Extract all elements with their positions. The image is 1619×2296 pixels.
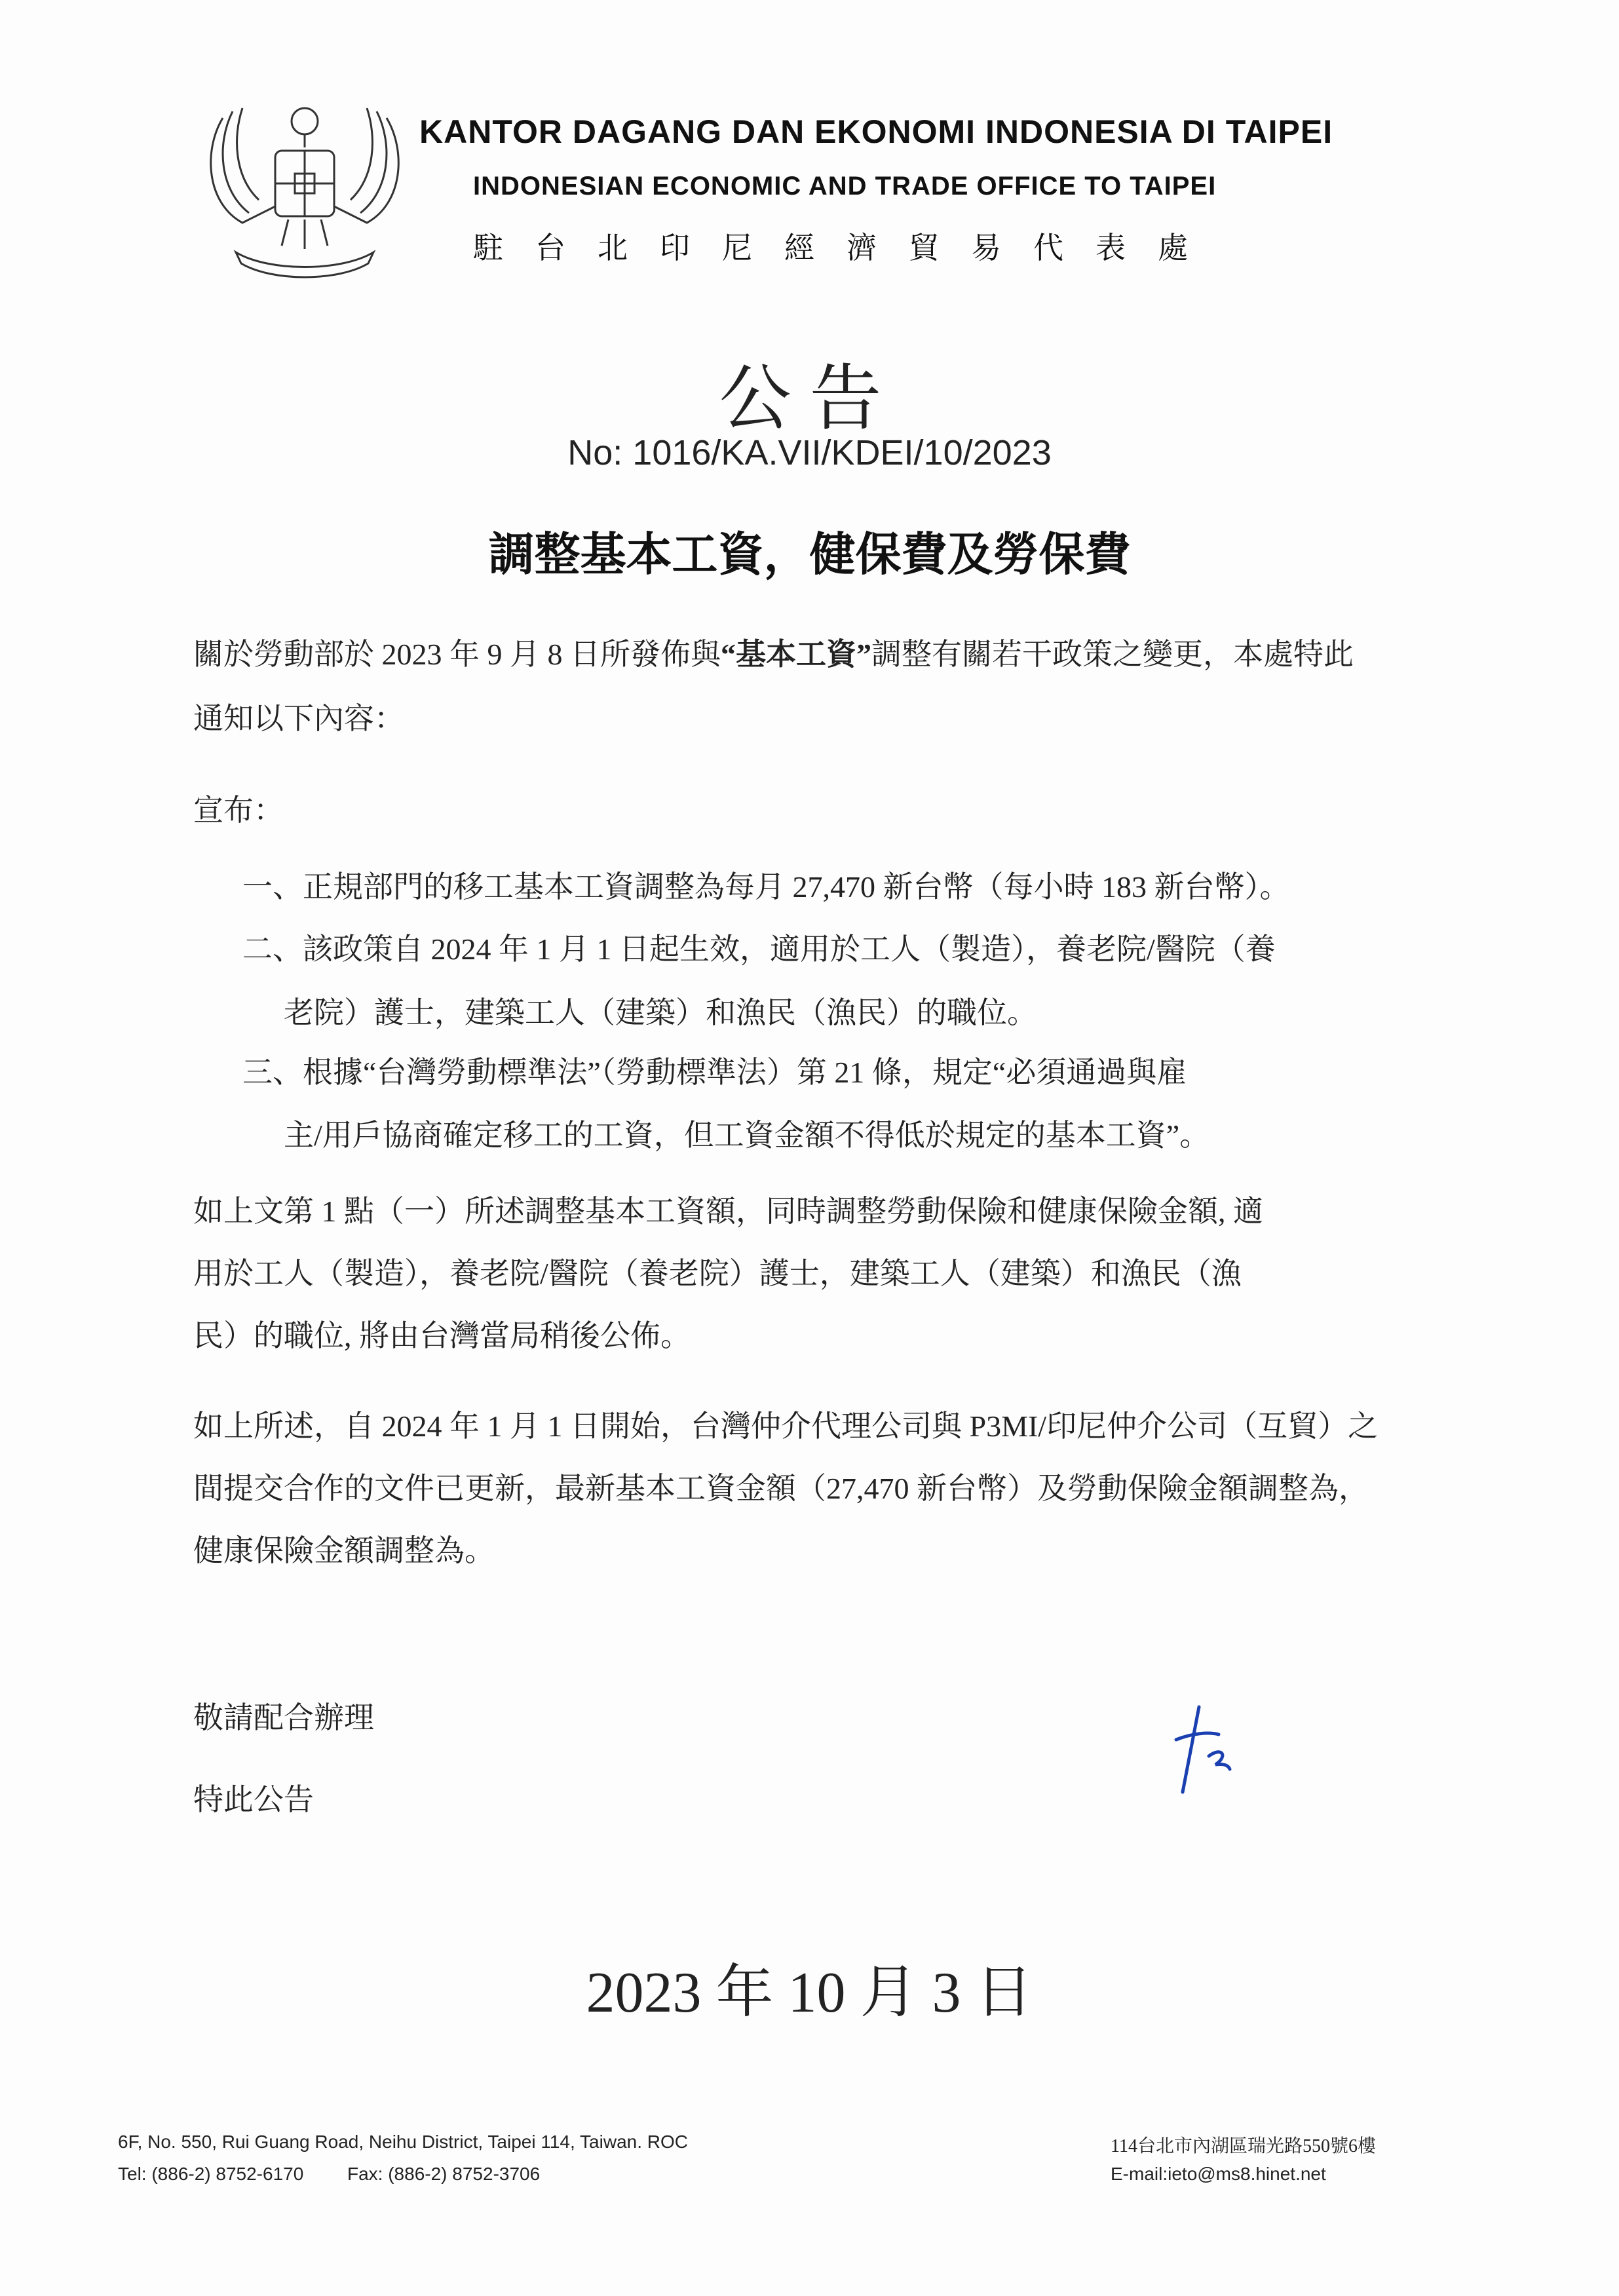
closing-request: 敬請配合辦理: [193, 1701, 374, 1734]
announce-label: 宣布：: [193, 794, 284, 827]
list-item-marker: 二、: [242, 932, 303, 966]
intro-before: 關於勞動部於 2023 年 9 月 8 日所發佈與: [193, 638, 721, 671]
document-date: 2023 年 10 月 3 日: [586, 1961, 1033, 2025]
org-name-chinese: 駐台北印尼經濟貿易代表處: [473, 231, 1220, 265]
paragraph-3-line-1: 如上所述，自 2024 年 1 月 1 日開始，台灣仲介代理公司與 P3MI/印尼仲介公司（互貿）之: [193, 1409, 1379, 1443]
signature-icon: [1163, 1700, 1235, 1799]
footer-address-en: 6F, No. 550, Rui Guang Road, Neihu District, Taipei 114, Taiwan. ROC: [118, 2132, 688, 2152]
list-item-marker: 一、: [242, 870, 303, 904]
intro-paragraph: [193, 622, 1373, 751]
footer-fax: Fax: (886-2) 8752-3706: [347, 2164, 541, 2184]
intro-emphasis: “基本工資”: [721, 638, 871, 671]
paragraph-2-line-1: 如上文第 1 點（一）所述調整基本工資額，同時調整勞動保險和健康保險金額, 適: [193, 1195, 1263, 1228]
intro-after: 調整有關若干政策之變更，本處特此通知以下內容：: [193, 638, 1354, 735]
org-name-english: INDONESIAN ECONOMIC AND TRADE OFFICE TO TAIPEI: [473, 172, 1217, 201]
list-item-text: 正規部門的移工基本工資調整為每月 27,470 新台幣（每小時 183 新台幣）。: [303, 870, 1290, 904]
paragraph-2-line-2: 用於工人（製造），養老院/醫院（養老院）護士，建築工人（建築）和漁民（漁: [193, 1257, 1242, 1290]
footer-email: E-mail:ieto@ms8.hinet.net: [1111, 2164, 1326, 2184]
paragraph-3-line-3: 健康保險金額調整為。: [193, 1534, 495, 1567]
closing-announcement: 特此公告: [193, 1783, 314, 1816]
footer-address-zh: 114台北市內湖區瑞光路550號6樓: [1111, 2136, 1376, 2156]
paragraph-3-line-2: 間提交合作的文件已更新，最新基本工資金額（27,470 新台幣）及勞動保險金額調整為，: [193, 1472, 1369, 1505]
document-subject: 調整基本工資，健保費及勞保費: [488, 530, 1131, 581]
list-item-1: [242, 855, 1290, 919]
list-item-2-continued: 老院）護士，建築工人（建築）和漁民（漁民）的職位。: [284, 996, 1037, 1029]
list-item-2: [242, 917, 1276, 982]
garuda-emblem-icon: [197, 92, 413, 282]
list-item-marker: 三、: [242, 1056, 303, 1089]
org-name-indonesian: KANTOR DAGANG DAN EKONOMI INDONESIA DI TAIPEI: [419, 113, 1333, 150]
list-item-3-continued: 主/用戶協商確定移工的工資，但工資金額不得低於規定的基本工資”。: [284, 1119, 1210, 1152]
list-item-text: 根據“台灣勞動標準法”（勞動標準法）第 21 條，規定“必須通過與雇: [303, 1056, 1187, 1089]
reference-number: No: 1016/KA.VII/KDEI/10/2023: [567, 433, 1052, 472]
paragraph-2-line-3: 民）的職位, 將由台灣當局稍後公佈。: [193, 1319, 691, 1352]
list-item-text: 該政策自 2024 年 1 月 1 日起生效，適用於工人（製造），養老院/醫院（養: [303, 932, 1276, 966]
list-item-3: [242, 1041, 1187, 1105]
footer-tel: Tel: (886-2) 8752-6170: [118, 2164, 304, 2184]
document-title: 公告: [719, 359, 900, 439]
